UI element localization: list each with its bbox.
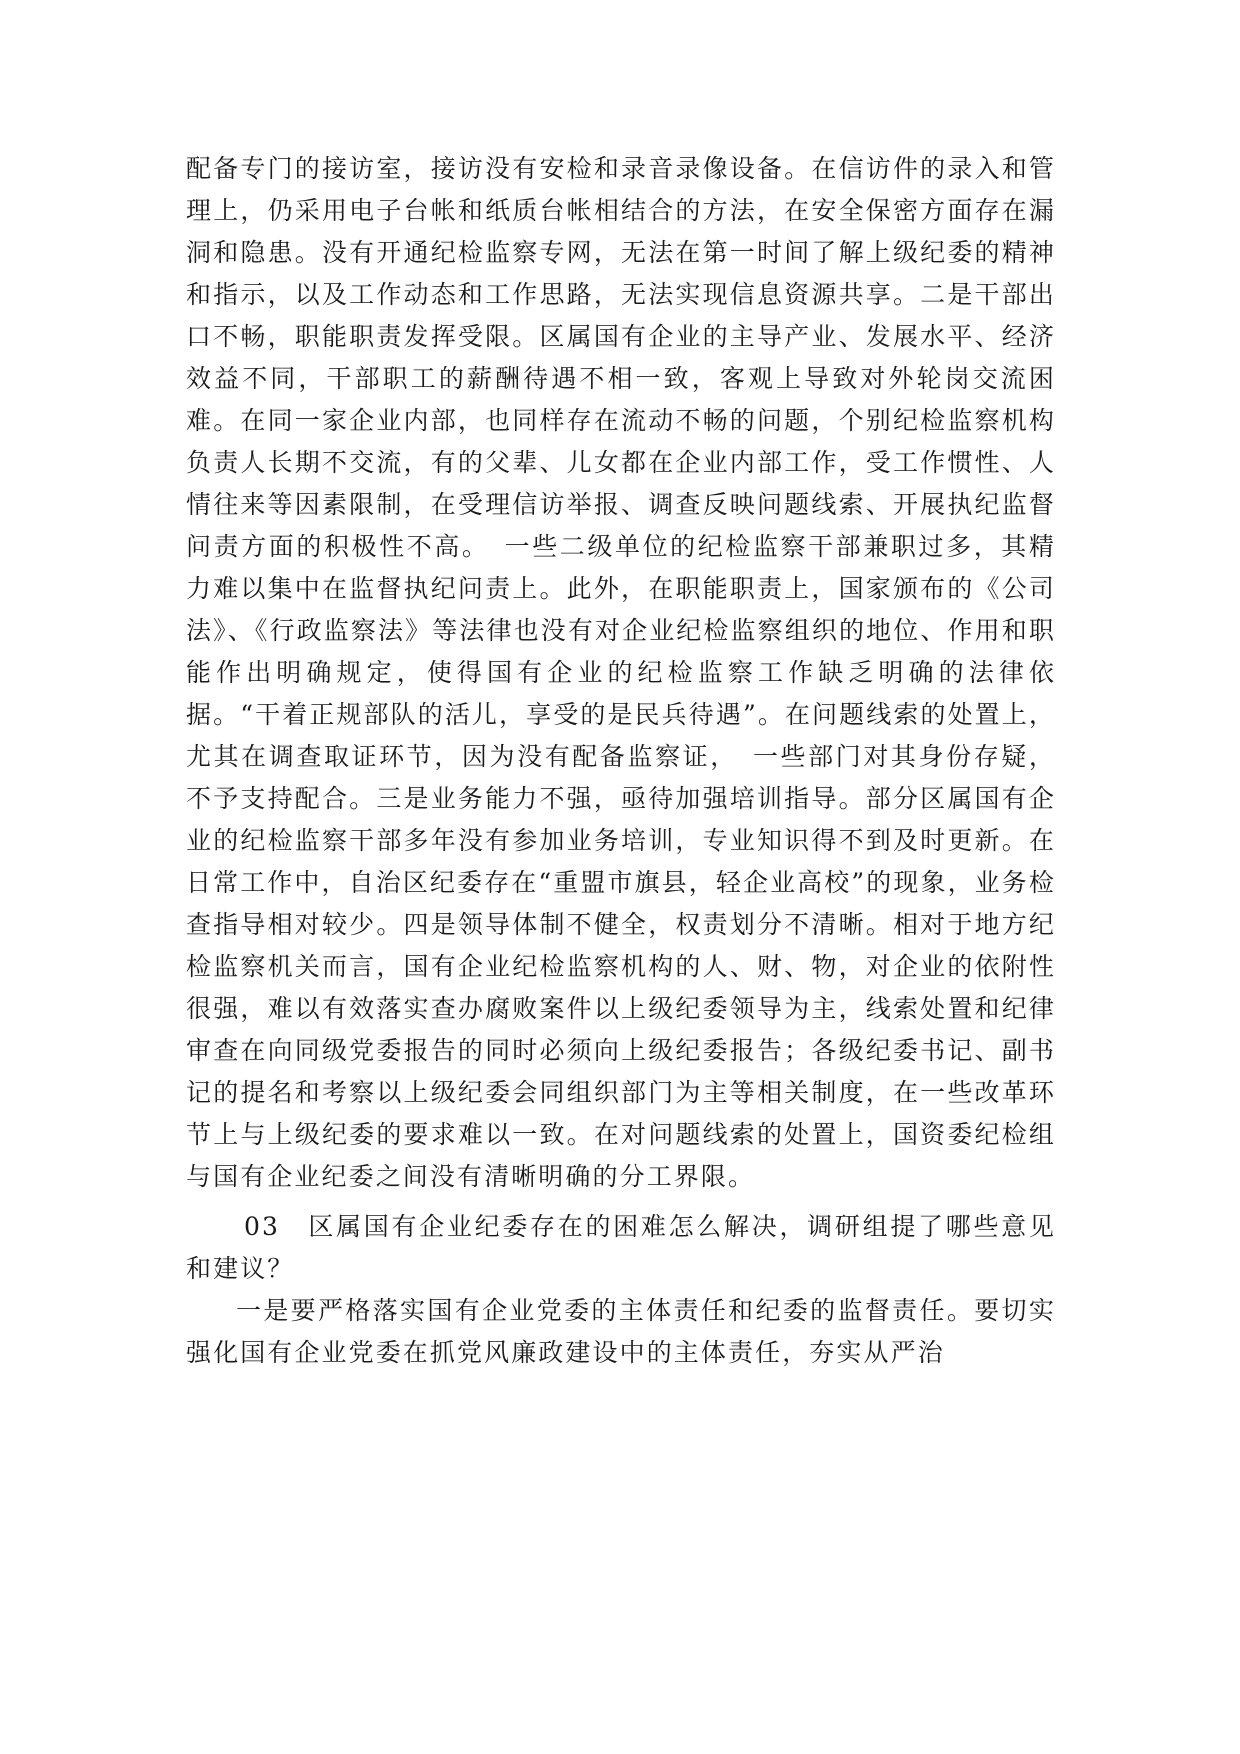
section-paragraph: 一是要严格落实国有企业党委的主体责任和纪委的监督责任。要切实强化国有企业党委在抓党风廉政建设中的主体责任，夯实从严治 [186,1296,1056,1367]
document-body [186,148,1056,1374]
section-heading: 03 区属国有企业纪委存在的困难怎么解决，调研组提了哪些意见和建议？ [186,1212,1056,1283]
body-paragraph: 配备专门的接访室，接访没有安检和录音录像设备。在信访件的录入和管理上，仍采用电子台帐和纸质台帐相结合的方法，在安全保密方面存在漏洞和隐患。没有开通纪检监察专网，无法在第一时间了解上级纪委的精神和指示，以及工作动态和工作思路，无法实现信息资源共享。二是干部出口不畅，职能职责发挥受限。区属国有企业的主导产业、发展水平、经济效益不同，干部职工的薪酬待遇不相一致，客观上导致对外轮岗交流困难。在同一家企业内部，也同样存在流动不畅的问题，个别纪检监察机构负责人长期不交流，有的父辈、儿女都在企业内部工作，受工作惯性、人情往来等因素限制，在受理信访举报、调查反映问题线索、开展执纪监督问责方面的积极性不高。 一些二级单位的纪检监察干部兼职过多，其精力难以集中在监督执纪问责上。此外，在职能职责上，国家颁布的《公司法》、《行政监察法》等法律也没有对企业纪检监察组织的地位、作用和职能作出明确规定，使得国有企业的纪检监察工作缺乏明确的法律依据。“干着正规部队的活儿，享受的是民兵待遇”。在问题线索的处置上，尤其在调查取证环节，因为没有配备监察证， 一些部门对其身份存疑，不予支持配合。三是业务能力不强，亟待加强培训指导。部分区属国有企业的纪检监察干部多年没有参加业务培训，专业知识得不到及时更新。在日常工作中，自治区纪委存在“重盟市旗县，轻企业高校”的现象，业务检查指导相对较少。四是领导体制不健全，权责划分不清晰。相对于地方纪检监察机关而言，国有企业纪检监察机构的人、财、物，对企业的依附性很强，难以有效落实查办腐败案件以上级纪委领导为主，线索处置和纪律审查在向同级党委报告的同时必须向上级纪委报告；各级纪委书记、副书记的提名和考察以上级纪委会同组织部门为主等相关制度，在一些改革环节上与上级纪委的要求难以一致。在对问题线索的处置上，国资委纪检组与国有企业纪委之间没有清晰明确的分工界限。 [186,154,1056,1191]
